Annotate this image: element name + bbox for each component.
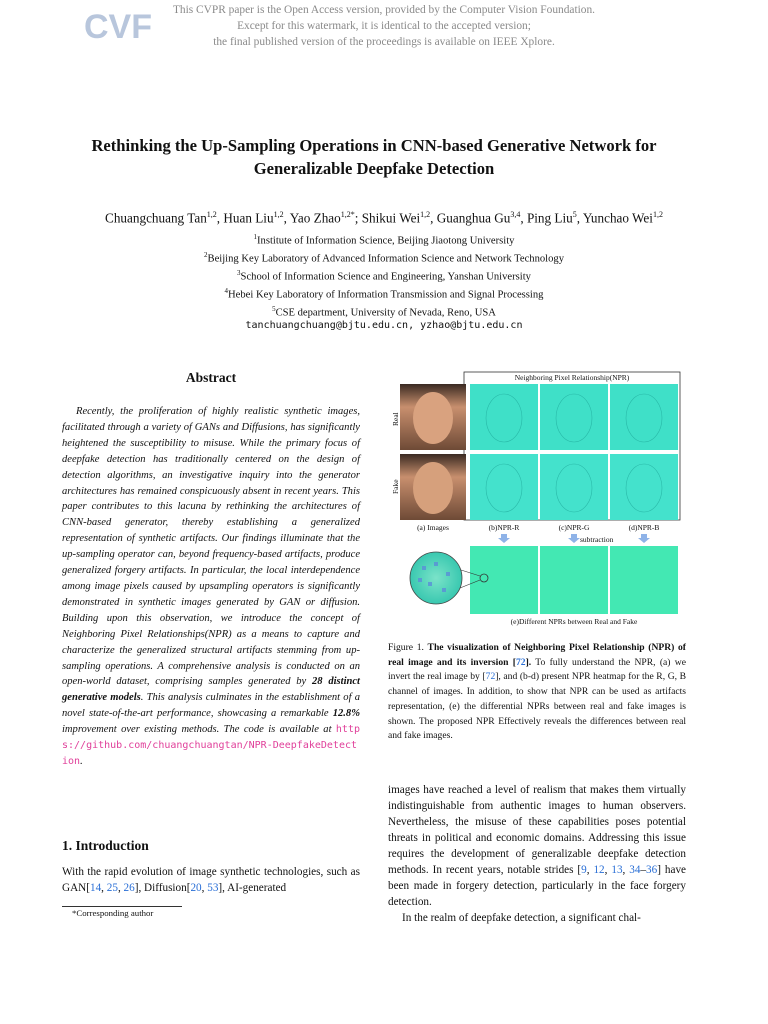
author-separator: ; xyxy=(354,210,362,226)
title-line: Rethinking the Up-Sampling Operations in CNN-based Generative Network for xyxy=(91,136,657,155)
affiliation-text: Institute of Information Science, Beijing Jiaotong University xyxy=(257,235,515,247)
abstract-sentence: improvement over existing methods. The code is available at xyxy=(62,724,336,736)
author-name: Chuangchuang Tan xyxy=(105,210,207,226)
watermark-notice xyxy=(150,2,618,50)
citation-separator: , xyxy=(604,864,612,876)
affiliation-number: 1 xyxy=(253,233,258,241)
watermark-line: the final published version of the proceedings is available on IEEE Xplore. xyxy=(213,36,555,48)
citation-separator: – xyxy=(640,864,647,876)
citation-link[interactable]: 25 xyxy=(106,882,118,894)
author-affiliation-mark: 3,4 xyxy=(510,210,521,219)
down-arrow-icon xyxy=(498,534,650,543)
author-separator: , xyxy=(283,210,290,226)
footnote-corresponding-author: *Corresponding author xyxy=(72,908,154,918)
affiliation-text: CSE department, University of Nevada, Reno, USA xyxy=(275,307,496,319)
row-label-fake: Fake xyxy=(391,479,400,494)
caption-prefix: Figure 1. xyxy=(388,642,428,653)
abstract-sentence: . xyxy=(80,755,83,767)
watermark-line: Except for this watermark, it is identical to the accepted version; xyxy=(237,20,531,32)
diff-npr-b-heatmap xyxy=(610,546,678,614)
affiliation-text: School of Information Science and Engineering, Yanshan University xyxy=(240,271,531,283)
citation-link[interactable]: 26 xyxy=(123,882,135,894)
column-label-npr-r: (b)NPR-R xyxy=(488,523,520,532)
citation-link[interactable]: 53 xyxy=(207,882,219,894)
paragraph: In the realm of deepfake detection, a significant chal- xyxy=(402,912,641,924)
cvf-logo xyxy=(84,4,152,46)
caption-text: To fully understand the NPR, (a) we invert the real image by [ xyxy=(388,656,686,683)
citation-separator: , xyxy=(201,882,208,894)
citation-separator: , xyxy=(117,882,124,894)
abstract-sentence: Recently, the proliferation of highly realistic synthetic images, facilitated through a variety of GANs and Diffusions, has significantly heightened the susceptibility to misuse. While the primary focus of deepfake detection has traditionally centered on the design of detection algorithms, an investigative inquiry into the generator architectures has remained conspicuously absent in recent years. This paper contributes to this lacuna by rethinking the architectures of CNN-based generator, thereby establishing a generalized representation of synthetic artifacts. Our findings illuminate that the up-sampling operator can, beyond frequency-based artifacts, produce generalized forgery artifacts. In particular, the local interdependence among image pixels caused by upsampling operators is significantly demonstrated in synthetic images generated by GAN or diffusion. Building upon this observation, we introduce the concept of Neighboring Pixel Relationships(NPR) as a means to capture and characterize the generalized structural artifacts stemming from up-sampling operations. A comprehensive analysis is conducted on an open-world dataset, comprising samples generated by xyxy=(62,406,360,688)
intro-sentence: ], Diffusion[ xyxy=(134,882,191,894)
column-label-npr-b: (d)NPR-B xyxy=(628,523,660,532)
citation-link[interactable]: 72 xyxy=(485,671,496,683)
footnote-divider xyxy=(62,906,182,907)
caption-bold-text: ]. xyxy=(525,656,532,668)
section-heading-introduction: 1. Introduction xyxy=(62,838,149,853)
fake-face-image xyxy=(413,462,453,514)
abstract-emphasis: 12.8% xyxy=(332,708,360,720)
abstract-emphasis: 28 distinct generative models xyxy=(62,676,360,704)
paragraph-text: images have reached a level of realism that makes them virtually indistinguishable from authentic images to human observers. Nevertheless, the misuse of these capabilities poses potential threats in political and economic domains. Addressing this issue requires the development of generalizable deepfake detection methods. In recent years, notable strides [ xyxy=(388,784,686,876)
cvf-logo-text: CVF xyxy=(84,8,152,46)
author-affiliation-mark: 1,2* xyxy=(340,210,355,219)
author-name: Shikui Wei xyxy=(361,210,421,226)
watermark-line: This CVPR paper is the Open Access version, provided by the Computer Vision Foundation. xyxy=(172,4,596,16)
citation-link[interactable]: 13 xyxy=(611,864,623,876)
real-face-image xyxy=(413,392,453,444)
paragraph xyxy=(388,782,686,910)
author-separator: , xyxy=(520,210,527,226)
citation-separator: , xyxy=(101,882,107,894)
figure-npr-visualization xyxy=(388,368,688,630)
intro-sentence: ], AI-generated xyxy=(218,882,287,894)
column-label-npr-g: (c)NPR-G xyxy=(558,523,590,532)
author-affiliation-mark: 1,2 xyxy=(273,210,284,219)
right-column-text xyxy=(388,782,686,926)
author-affiliation-mark: 1,2 xyxy=(420,210,431,219)
citation-link[interactable]: 72 xyxy=(515,656,526,668)
affiliation-text: Hebei Key Laboratory of Information Transmission and Signal Processing xyxy=(228,289,544,301)
row-label-real: Real xyxy=(391,412,400,426)
code-repository-link[interactable]: https://github.com/chuangchuangtan/NPR-DeepfakeDetection xyxy=(62,724,360,767)
paper-title xyxy=(40,134,708,180)
affiliation xyxy=(40,248,728,267)
author-name: Guanghua Gu xyxy=(436,210,511,226)
affiliation-number: 2 xyxy=(204,251,208,259)
abstract-heading: Abstract xyxy=(185,370,237,385)
abstract-sentence: . This analysis culminates in the establishment of a novel state-of-the-art performance, showcasing a remarkable xyxy=(62,692,360,720)
figure-caption xyxy=(388,641,686,744)
introduction-text xyxy=(62,864,360,896)
author-list xyxy=(20,206,748,227)
author-emails: tanchuangchuang@bjtu.edu.cn, yzhao@bjtu.edu.cn xyxy=(245,320,523,331)
author-affiliation-mark: 1,2 xyxy=(206,210,217,219)
citation-separator: , xyxy=(622,864,630,876)
author-name: Ping Liu xyxy=(526,210,573,226)
citation-link[interactable]: 20 xyxy=(190,882,202,894)
affiliation xyxy=(40,266,728,285)
citation-link[interactable]: 14 xyxy=(89,882,102,894)
affiliation xyxy=(40,284,728,303)
author-name: Huan Liu xyxy=(223,210,274,226)
abstract-text xyxy=(62,404,360,770)
affiliation xyxy=(40,230,728,249)
author-separator: , xyxy=(576,210,583,226)
author-separator: , xyxy=(216,210,224,226)
bottom-panel-label: (e)Different NPRs between Real and Fake xyxy=(510,617,638,626)
paragraph-text: ] have been made in forgery detection, particularly in the face forgery detection. xyxy=(388,864,686,908)
affiliation xyxy=(40,302,728,321)
citation-separator: , xyxy=(586,864,594,876)
affiliation-number: 5 xyxy=(272,305,276,313)
author-separator: , xyxy=(430,210,437,226)
citation-link[interactable]: 34 xyxy=(629,864,641,876)
affiliation-number: 4 xyxy=(224,287,229,295)
affiliation-number: 3 xyxy=(237,269,241,277)
caption-bold-text: The visualization of Neighboring Pixel Relationship (NPR) of real image and its inversion [ xyxy=(388,642,686,668)
intro-sentence: With the rapid evolution of image synthetic technologies, such as GAN[ xyxy=(62,866,360,894)
column-label-images: (a) Images xyxy=(417,523,449,532)
caption-text: ], and (b-d) present NPR heatmap for the R, G, B channel of images. In addition, to show that NPR can be used as artifacts representation, (e) the differential NPRs between real and fake images is shown. The proposed NPR Effectively reveals the differences between real and fake images. xyxy=(388,671,686,742)
author-affiliation-mark: 5 xyxy=(572,210,577,219)
author-affiliation-mark: 1,2 xyxy=(652,210,663,219)
citation-link[interactable]: 36 xyxy=(646,864,658,876)
title-line: Generalizable Deepfake Detection xyxy=(253,159,495,178)
diff-npr-g-heatmap xyxy=(540,546,608,614)
npr-panel-title: Neighboring Pixel Relationship(NPR) xyxy=(514,373,630,382)
magnified-detail xyxy=(410,552,462,604)
citation-link[interactable]: 12 xyxy=(593,864,605,876)
author-name: Yao Zhao xyxy=(289,210,341,226)
affiliation-text: Beijing Key Laboratory of Advanced Information Science and Network Technology xyxy=(207,253,564,265)
author-name: Yunchao Wei xyxy=(582,210,653,226)
subtraction-label: subtraction xyxy=(580,535,614,544)
citation-link[interactable]: 9 xyxy=(581,864,587,876)
